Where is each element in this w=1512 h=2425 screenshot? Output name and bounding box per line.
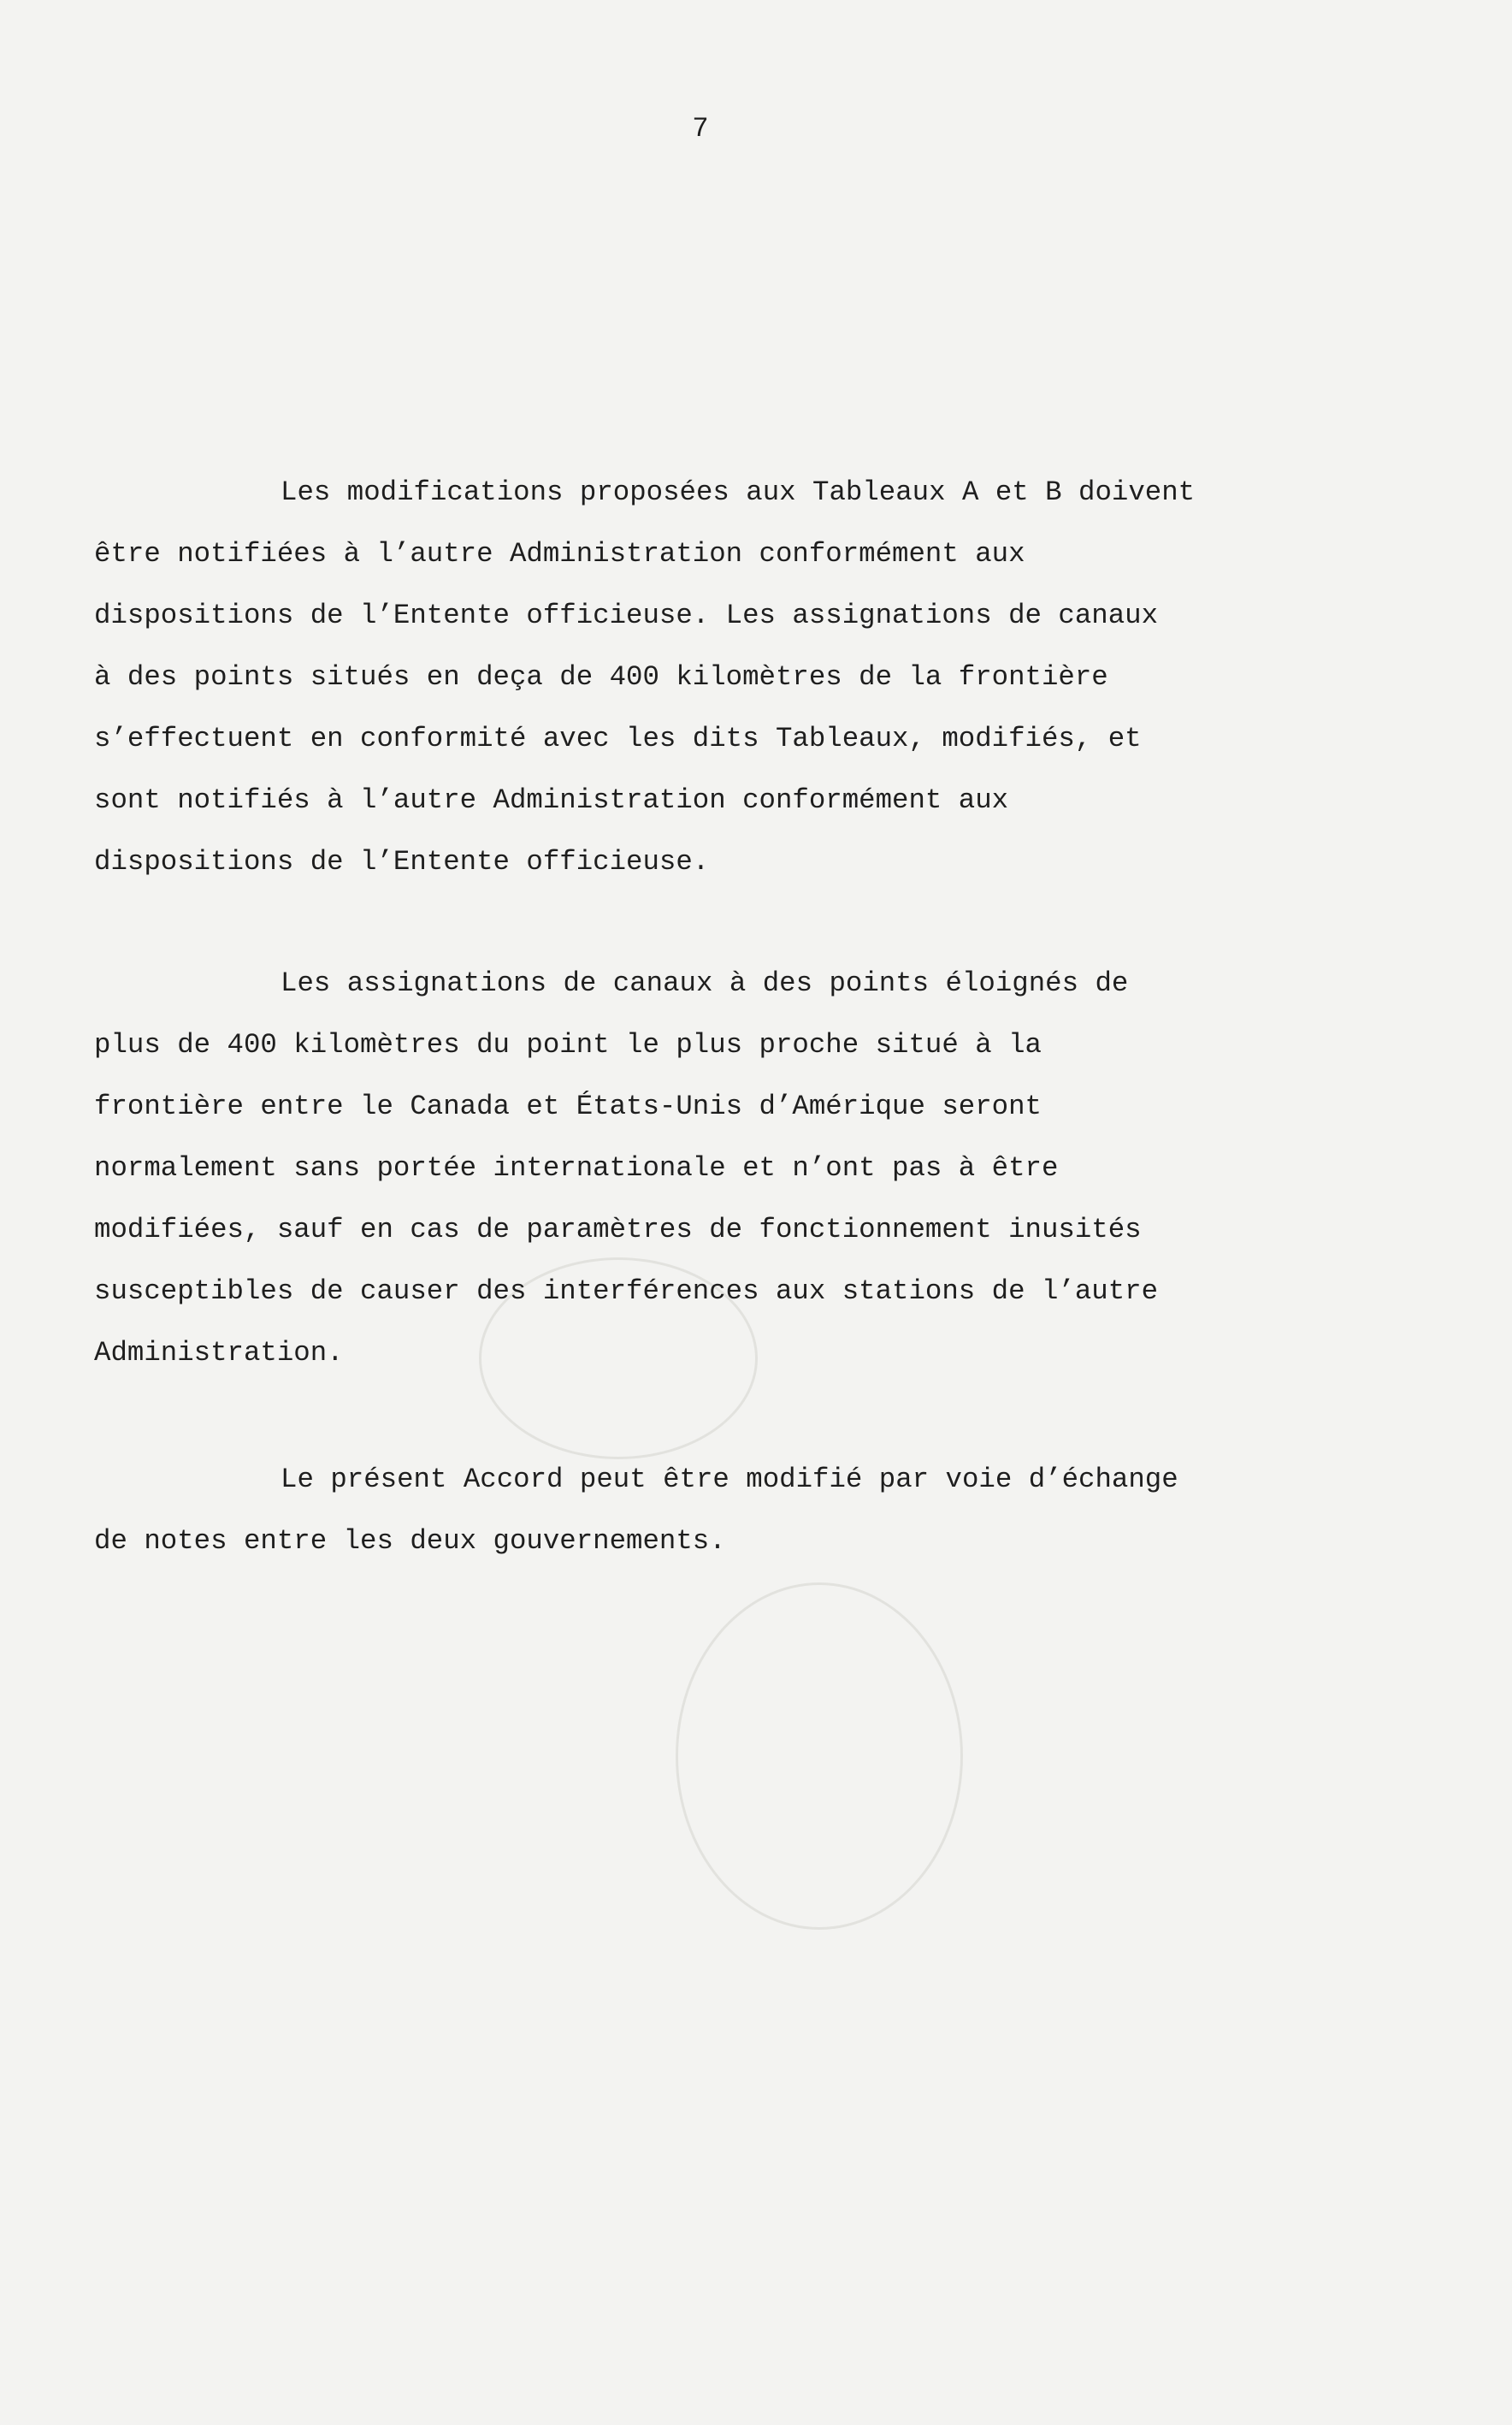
text-line: être notifiées à l’autre Administration conformément aux	[94, 538, 1025, 570]
paragraph-assignations	[94, 953, 1326, 1384]
seal-impression-right	[676, 1582, 963, 1930]
text-line: s’effectuent en conformité avec les dits Tableaux, modifiés, et	[94, 723, 1142, 754]
text-line: normalement sans portée internationale et n’ont pas à être	[94, 1152, 1059, 1184]
page-number: 7	[692, 113, 709, 145]
text-line: à des points situés en deça de 400 kilomètres de la frontière	[94, 661, 1108, 693]
text-line: modifiées, sauf en cas de paramètres de fonctionnement inusités	[94, 1214, 1142, 1245]
text-line: susceptibles de causer des interférences aux stations de l’autre	[94, 1275, 1159, 1307]
text-line: Les assignations de canaux à des points éloignés de	[281, 967, 1129, 999]
text-line: dispositions de l’Entente officieuse.	[94, 846, 710, 878]
text-line: de notes entre les deux gouvernements.	[94, 1525, 726, 1557]
text-line: Les modifications proposées aux Tableaux A et B doivent	[281, 476, 1196, 508]
text-line: frontière entre le Canada et États-Unis d’Amérique seront	[94, 1091, 1042, 1122]
text-line: dispositions de l’Entente officieuse. Les assignations de canaux	[94, 600, 1159, 631]
text-line: sont notifiés à l’autre Administration conformément aux	[94, 784, 1009, 816]
paragraph-modifications	[94, 462, 1326, 893]
text-line: Administration.	[94, 1337, 344, 1369]
text-line: plus de 400 kilomètres du point le plus proche situé à la	[94, 1029, 1042, 1061]
text-line: Le présent Accord peut être modifié par voie d’échange	[281, 1464, 1178, 1495]
paragraph-accord	[94, 1449, 1326, 1572]
